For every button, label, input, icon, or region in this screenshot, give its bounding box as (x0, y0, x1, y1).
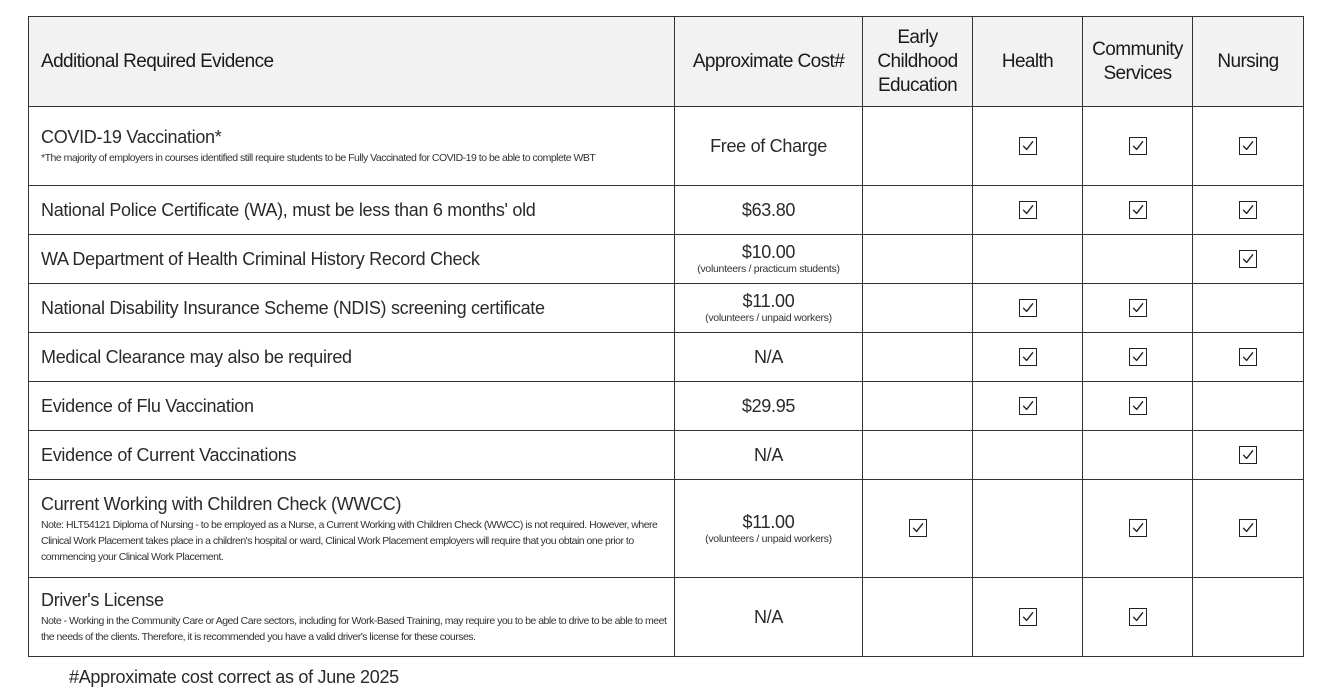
header-community-services (1083, 17, 1193, 107)
header-row (29, 17, 1304, 107)
cost-cell (675, 578, 863, 657)
evidence-cell (29, 284, 675, 333)
check-cell-health (973, 107, 1083, 186)
cost-value: N/A (753, 444, 784, 465)
check-cell-ece (863, 284, 973, 333)
cost-value: $11.00 (742, 291, 795, 311)
cost-value: $10.00 (741, 242, 796, 262)
check-cell-ece (863, 333, 973, 382)
header-ece-line-2: Childhood (877, 50, 958, 72)
header-nursing: Nursing (1193, 17, 1304, 107)
checkmark-icon (1239, 446, 1257, 464)
table-row (29, 431, 1304, 480)
header-health: Health (973, 17, 1083, 107)
check-cell-health (973, 235, 1083, 284)
evidence-cell (29, 333, 675, 382)
check-cell-ece (863, 578, 973, 657)
check-cell-health (973, 186, 1083, 235)
evidence-title: National Disability Insurance Scheme (NDIS) screening certificate (41, 298, 545, 318)
cost-cell (675, 333, 863, 382)
checkmark-icon (1129, 137, 1147, 155)
checkmark-icon (909, 519, 927, 537)
evidence-title: Evidence of Current Vaccinations (41, 445, 297, 465)
check-cell-nursing (1193, 333, 1304, 382)
table-row (29, 480, 1304, 578)
cost-value: $63.80 (741, 199, 796, 220)
requirements-table-wrapper (28, 16, 1304, 657)
checkmark-icon (1129, 519, 1147, 537)
checkmark-icon (1239, 201, 1257, 219)
checkmark-icon (1019, 201, 1037, 219)
checkmark-icon (1239, 250, 1257, 268)
cost-cell (675, 107, 863, 186)
evidence-note: Note - Working in the Community Care or Aged Care sectors, including for Work-Based Training, may require you to be able to drive to be able to meet the needs of the clients. Therefore, it is recommended you have a valid driver's license for these courses. (41, 615, 667, 643)
check-cell-health (973, 431, 1083, 480)
check-cell-ece (863, 186, 973, 235)
checkmark-icon (1019, 348, 1037, 366)
checkmark-icon (1019, 137, 1037, 155)
cost-value: N/A (753, 606, 784, 627)
evidence-title: National Police Certificate (WA), must be less than 6 months' old (41, 200, 536, 220)
cost-cell (675, 431, 863, 480)
evidence-cell (29, 107, 675, 186)
table-row (29, 235, 1304, 284)
checkmark-icon (1239, 519, 1257, 537)
evidence-title: Medical Clearance may also be required (41, 347, 352, 367)
checkmark-icon (1129, 201, 1147, 219)
check-cell-community (1083, 578, 1193, 657)
checkmark-icon (1239, 137, 1257, 155)
check-cell-nursing (1193, 382, 1304, 431)
cost-cell (675, 284, 863, 333)
check-cell-nursing (1193, 578, 1304, 657)
checkmark-icon (1129, 299, 1147, 317)
check-cell-ece (863, 107, 973, 186)
check-cell-community (1083, 431, 1193, 480)
header-early-childhood-education (863, 17, 973, 107)
cost-value: $29.95 (741, 395, 796, 416)
check-cell-health (973, 284, 1083, 333)
table-row (29, 382, 1304, 431)
checkmark-icon (1129, 348, 1147, 366)
check-cell-ece (863, 235, 973, 284)
check-cell-ece (863, 431, 973, 480)
check-cell-community (1083, 480, 1193, 578)
evidence-title: COVID-19 Vaccination* (41, 127, 222, 147)
requirements-table (28, 16, 1304, 657)
cost-value: N/A (753, 346, 784, 367)
table-row (29, 578, 1304, 657)
table-row (29, 333, 1304, 382)
evidence-cell (29, 186, 675, 235)
cost-note: (volunteers / unpaid workers) (705, 532, 832, 545)
check-cell-community (1083, 284, 1193, 333)
evidence-title: Current Working with Children Check (WWCC) (41, 493, 402, 514)
checkmark-icon (1129, 608, 1147, 626)
header-community-line-1: Community (1092, 38, 1183, 60)
evidence-title: WA Department of Health Criminal History Record Check (41, 249, 480, 269)
cost-value: $11.00 (742, 511, 795, 532)
cost-cell (675, 186, 863, 235)
check-cell-community (1083, 107, 1193, 186)
cost-cell (675, 480, 863, 578)
check-cell-nursing (1193, 186, 1304, 235)
checkmark-icon (1129, 397, 1147, 415)
cost-value: Free of Charge (710, 135, 827, 156)
evidence-cell (29, 480, 675, 578)
table-row (29, 284, 1304, 333)
check-cell-nursing (1193, 107, 1304, 186)
checkmark-icon (1019, 299, 1037, 317)
evidence-cell (29, 431, 675, 480)
header-community-line-2: Services (1103, 62, 1172, 84)
evidence-cell (29, 235, 675, 284)
check-cell-community (1083, 333, 1193, 382)
evidence-note: *The majority of employers in courses identified still require students to be Fully Vaccinated for COVID-19 to be able to complete WBT (41, 152, 596, 164)
checkmark-icon (1239, 348, 1257, 366)
cost-cell (675, 235, 863, 284)
cost-cell (675, 382, 863, 431)
check-cell-health (973, 333, 1083, 382)
check-cell-community (1083, 235, 1193, 284)
check-cell-ece (863, 480, 973, 578)
evidence-cell (29, 578, 675, 657)
evidence-cell (29, 382, 675, 431)
check-cell-community (1083, 382, 1193, 431)
check-cell-nursing (1193, 235, 1304, 284)
check-cell-health (973, 382, 1083, 431)
evidence-note: Note: HLT54121 Diploma of Nursing - to be employed as a Nurse, a Current Working with Children Check (WWCC) is not required. However, where Clinical Work Placement takes place in a children's hospital or ward, Clinical Work Placement employers will require that you obtain one prior to commencing your Clinical Work Placement. (41, 518, 658, 563)
header-ece-line-1: Early (897, 26, 938, 48)
check-cell-nursing (1193, 431, 1304, 480)
check-cell-nursing (1193, 284, 1304, 333)
cost-note: (volunteers / practicum students) (697, 263, 840, 275)
check-cell-health (973, 480, 1083, 578)
table-row (29, 186, 1304, 235)
checkmark-icon (1019, 397, 1037, 415)
check-cell-community (1083, 186, 1193, 235)
evidence-title: Driver's License (41, 590, 164, 610)
evidence-title: Evidence of Flu Vaccination (41, 396, 254, 416)
check-cell-nursing (1193, 480, 1304, 578)
footnote: #Approximate cost correct as of June 2025 (69, 667, 399, 687)
header-ece-line-3: Education (877, 74, 958, 96)
checkmark-icon (1019, 608, 1037, 626)
cost-note: (volunteers / unpaid workers) (705, 312, 832, 324)
check-cell-ece (863, 382, 973, 431)
header-evidence: Additional Required Evidence (29, 17, 675, 107)
header-cost: Approximate Cost# (675, 17, 863, 107)
check-cell-health (973, 578, 1083, 657)
table-row (29, 107, 1304, 186)
